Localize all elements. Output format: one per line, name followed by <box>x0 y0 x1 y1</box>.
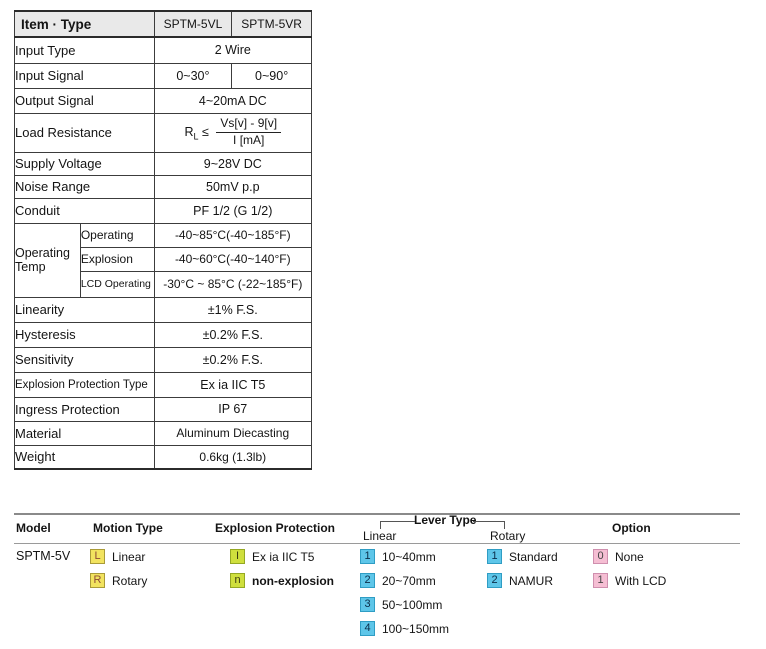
code-box-1: 1 <box>593 573 608 588</box>
row-label: Hysteresis <box>15 322 155 347</box>
spec-row-output-signal <box>15 88 312 113</box>
spec-row-noise-range <box>15 175 312 198</box>
row-value: ±1% F.S. <box>154 297 311 322</box>
subrow-label: LCD Operating <box>80 271 154 297</box>
subrow-value: -30°C ~ 85°C (-22~185°F) <box>154 271 311 297</box>
spec-row-linearity <box>15 297 312 322</box>
row-label: Sensitivity <box>15 347 155 372</box>
spec-row-supply-voltage <box>15 152 312 175</box>
motion-type-item-rotary <box>90 572 147 587</box>
ordering-section <box>14 512 754 647</box>
row-value: 9~28V DC <box>154 152 311 175</box>
ordering-header-motion-type: Motion Type <box>93 521 163 535</box>
spec-row-weight <box>15 445 312 469</box>
row-value-left: 0~30° <box>154 63 232 88</box>
explosion-protection-item-non-explosion <box>230 572 334 587</box>
code-box-n: n <box>230 573 245 588</box>
ordering-header-explosion-protection: Explosion Protection <box>215 521 336 535</box>
ordering-header-model: Model <box>16 521 51 535</box>
formula-numerator: Vs[v] - 9[v] <box>216 117 281 133</box>
lever-rotary-item-standard <box>487 548 558 563</box>
code-box-L: L <box>90 549 105 564</box>
code-label: NAMUR <box>509 573 553 588</box>
row-value: 2 Wire <box>154 37 311 63</box>
row-value: 50mV p.p <box>154 175 311 198</box>
row-value: ±0.2% F.S. <box>154 347 311 372</box>
spec-table <box>14 10 312 470</box>
row-value: PF 1/2 (G 1/2) <box>154 198 311 223</box>
row-label: Load Resistance <box>15 113 155 152</box>
code-label: Linear <box>112 549 146 564</box>
lever-linear-item-3 <box>360 596 442 611</box>
ordering-model-value: SPTM-5V <box>16 549 71 563</box>
spec-row-material <box>15 421 312 445</box>
code-box-1: 1 <box>487 549 502 564</box>
row-value-right: 0~90° <box>232 63 312 88</box>
spec-header-model-left: SPTM-5VL <box>154 11 232 37</box>
spec-header-model-right: SPTM-5VR <box>232 11 312 37</box>
ordering-subheader-rotary: Rotary <box>490 529 526 543</box>
row-label: Weight <box>15 445 155 469</box>
spec-row-sensitivity <box>15 347 312 372</box>
code-label: 10~40mm <box>382 549 436 564</box>
code-label: 20~70mm <box>382 573 436 588</box>
option-item-none <box>593 548 644 563</box>
row-value: IP 67 <box>154 397 311 421</box>
option-item-with-lcd <box>593 572 666 587</box>
explosion-protection-item-exia <box>230 548 314 563</box>
formula-prefix: $R_L$ ≤ <box>184 124 213 142</box>
ordering-header-lever-type: Lever Type <box>414 513 477 527</box>
row-value: Ex ia IIC T5 <box>154 372 311 397</box>
row-label: Noise Range <box>15 175 155 198</box>
code-label: Rotary <box>112 573 148 588</box>
motion-type-item-linear <box>90 548 145 563</box>
lever-linear-item-4 <box>360 620 449 635</box>
code-box-1: 1 <box>360 549 375 564</box>
lever-type-bracket-left <box>380 521 415 529</box>
formula-fraction <box>216 117 281 148</box>
row-value-formula <box>154 113 311 152</box>
row-label: Output Signal <box>15 88 155 113</box>
spec-row-ingress-protection <box>15 397 312 421</box>
code-label: With LCD <box>615 573 667 588</box>
code-box-I: I <box>230 549 245 564</box>
code-box-4: 4 <box>360 621 375 636</box>
lever-rotary-item-namur <box>487 572 553 587</box>
code-label: 50~100mm <box>382 597 443 612</box>
code-label: None <box>615 549 644 564</box>
ordering-top-rule <box>14 513 740 515</box>
formula-denominator: I [mA] <box>233 133 265 147</box>
code-box-R: R <box>90 573 105 588</box>
subrow-label: Operating <box>80 223 154 247</box>
row-value: 0.6kg (1.3lb) <box>154 445 311 469</box>
row-label: Conduit <box>15 198 155 223</box>
ordering-header-option: Option <box>612 521 651 535</box>
lever-type-bracket-right <box>473 521 505 529</box>
code-box-0: 0 <box>593 549 608 564</box>
spec-header-item-type: Item · Type <box>15 11 155 37</box>
operating-temp-label: Operating Temp <box>15 223 81 297</box>
row-label: Input Type <box>15 37 155 63</box>
ordering-subheader-linear: Linear <box>363 529 397 543</box>
spec-row-hysteresis <box>15 322 312 347</box>
row-value: Aluminum Diecasting <box>154 421 311 445</box>
row-label: Supply Voltage <box>15 152 155 175</box>
subrow-value: -40~60°C(-40~140°F) <box>154 247 311 271</box>
row-label: Linearity <box>15 297 155 322</box>
code-box-3: 3 <box>360 597 375 612</box>
code-box-2: 2 <box>360 573 375 588</box>
code-box-2: 2 <box>487 573 502 588</box>
subrow-value: -40~85°C(-40~185°F) <box>154 223 311 247</box>
code-label: 100~150mm <box>382 621 450 636</box>
row-label: Ingress Protection <box>15 397 155 421</box>
spec-row-input-type <box>15 37 312 63</box>
row-label: Input Signal <box>15 63 155 88</box>
code-label: Ex ia IIC T5 <box>252 549 315 564</box>
row-value: ±0.2% F.S. <box>154 322 311 347</box>
lever-linear-item-2 <box>360 572 436 587</box>
spec-row-input-signal <box>15 63 312 88</box>
lever-linear-item-1 <box>360 548 436 563</box>
spec-row-load-resistance <box>15 113 312 152</box>
spec-row-operating-temp-1 <box>15 223 312 247</box>
code-label: Standard <box>509 549 558 564</box>
spec-row-conduit <box>15 198 312 223</box>
row-value: 4~20mA DC <box>154 88 311 113</box>
code-label: non-explosion <box>252 573 334 588</box>
row-label: Material <box>15 421 155 445</box>
row-label: Explosion Protection Type <box>15 372 155 397</box>
subrow-label: Explosion <box>80 247 154 271</box>
spec-header-row <box>15 11 312 37</box>
ordering-header-rule <box>14 543 740 544</box>
spec-row-explosion-protection-type <box>15 372 312 397</box>
